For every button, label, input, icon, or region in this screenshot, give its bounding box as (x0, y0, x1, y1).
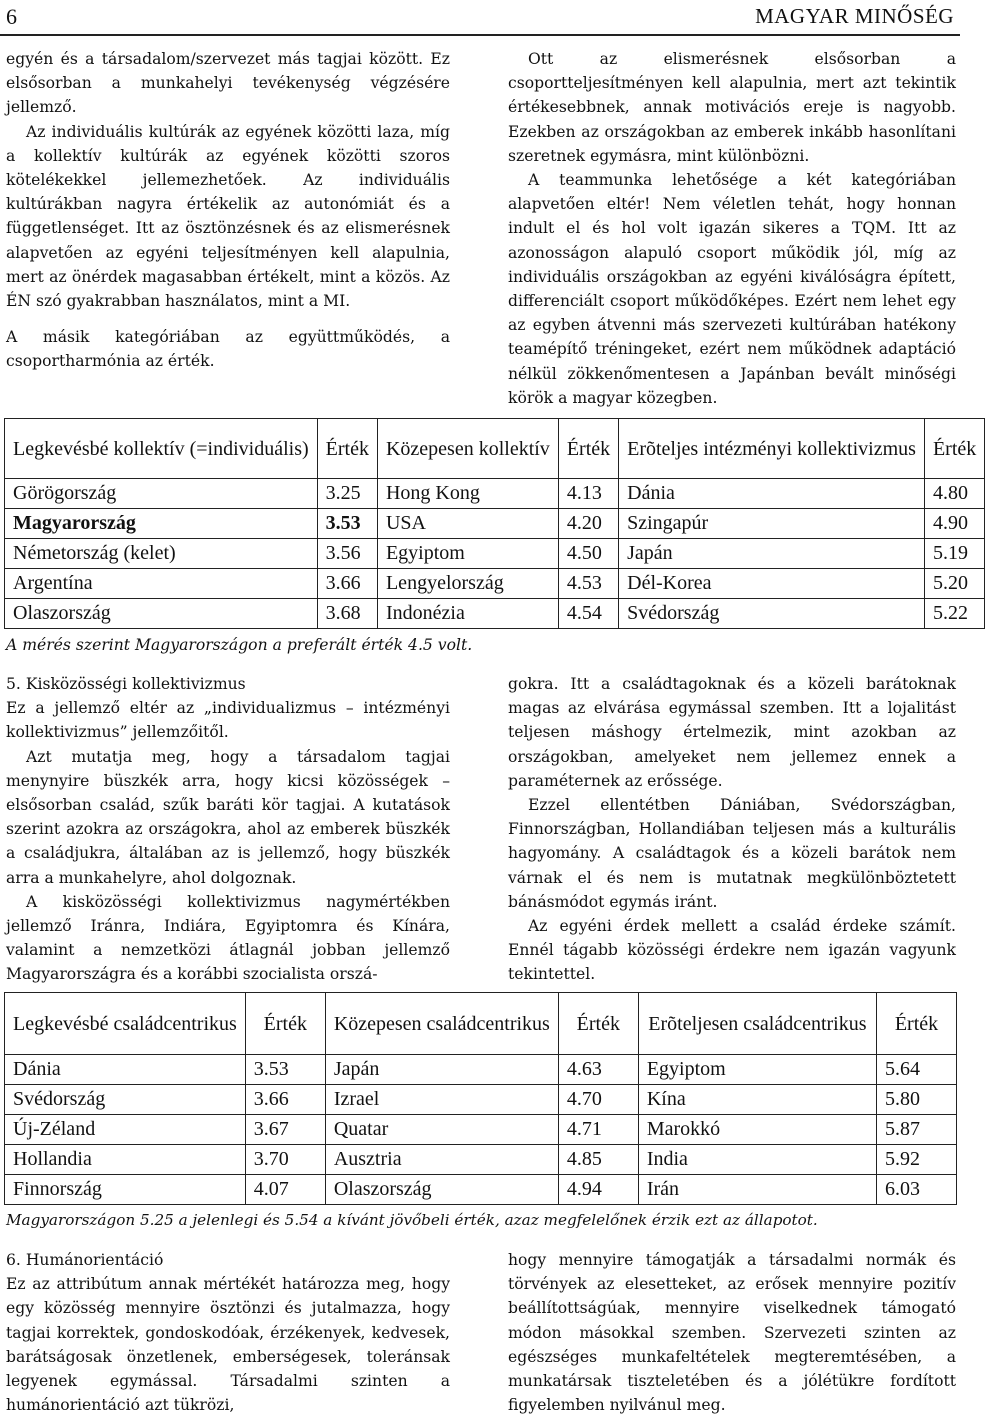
paragraph: Ott az elismerésnek elsősorban a csoportteljesítményen kell alapulnia, mert azt tekintik értékesebbnek, annak motivációs ereje is nagyobb. Ezekben az országokban az emberek inkább hasonlítani szeretnek egymásra, mint különbözni. (508, 50, 956, 165)
bottom-left-column (6, 1248, 450, 1417)
paragraph: Ez a jellemző eltér az „individualizmus – intézményi kollektivizmus” jellemzőitől. (6, 699, 450, 742)
table-cell: Finnország (5, 1175, 246, 1205)
table-cell: 3.56 (317, 539, 377, 569)
table-cell: Irán (638, 1175, 876, 1205)
table-cell: India (638, 1145, 876, 1175)
table-cell: Svédország (619, 599, 925, 629)
table-cell: Új-Zéland (5, 1115, 246, 1145)
table-cell: Ausztria (325, 1145, 558, 1175)
column-header: Érték (924, 419, 984, 479)
section-heading: 6. Humánorientáció (6, 1251, 164, 1269)
paragraph: A kisközösségi kollektivizmus nagymértékben jellemző Iránra, Indiára, Egyiptomra és Kínára, valamint a nemzetközi átlagnál jobban jellemző Magyarországra és a korábbi szocialista orszá- (6, 892, 450, 984)
column-header: Erõteljes intézményi kollektivizmus (619, 419, 925, 479)
table-cell: 3.66 (245, 1085, 325, 1115)
table-cell: Hong Kong (377, 479, 558, 509)
paragraph: A másik kategóriában az együttműködés, a csoportharmónia az érték. (6, 328, 450, 371)
mid-left-column (6, 672, 450, 987)
paragraph: Az egyéni érdek mellett a család érdeke számít. Ennél tágabb közösségi érdekre nem igazán vagyunk tekintettel. (508, 917, 956, 984)
paragraph: hogy mennyire támogatják a társadalmi normák és törvények az elesetteket, az erősek mennyire pozitív beállítottságúak, mennyire viselkednek támogató módon másokkal szemben. Szervezeti szinten az egészséges munkafeltételek megteremtésében, a munkatársak tiszteletében és a jólétükre fordított figyelemben nyilvánul meg. (508, 1251, 956, 1415)
column-header: Közepesen családcentrikus (325, 993, 558, 1055)
table-cell: 4.70 (558, 1085, 638, 1115)
table-row (5, 1085, 957, 1115)
table-cell: 3.53 (317, 509, 377, 539)
table-cell: Olaszország (5, 599, 318, 629)
table-cell: 3.66 (317, 569, 377, 599)
table-cell: Dél-Korea (619, 569, 925, 599)
table-cell: Egyiptom (377, 539, 558, 569)
table-cell: Kína (638, 1085, 876, 1115)
table-cell: 5.19 (924, 539, 984, 569)
table-cell: 4.50 (558, 539, 618, 569)
running-title: MAGYAR MINŐSÉG (755, 4, 954, 28)
table-cell: 4.53 (558, 569, 618, 599)
collectivism-table (4, 418, 985, 629)
paragraph: egyén és a társadalom/szervezet más tagjai között. Ez elsősorban a munkahelyi tevékenység végzésére jellemző. (6, 50, 450, 117)
table-cell: Svédország (5, 1085, 246, 1115)
table-cell: 3.67 (245, 1115, 325, 1145)
column-header: Érték (245, 993, 325, 1055)
table-cell: 6.03 (876, 1175, 956, 1205)
table-cell: Olaszország (325, 1175, 558, 1205)
table-header-row (5, 419, 985, 479)
table-cell: Marokkó (638, 1115, 876, 1145)
paragraph: Az individuális kultúrák az egyének közötti laza, míg a kollektív kultúrák az egyének közötti szoros kötelékekkel jellemezhetőek. Az individuális kultúrákban nagyra értékelik az autonómiát és a függetlenséget. Itt az ösztönzésnek és az elismerésnek alapvetően az egyéni teljesítményen kell alapulnia, mert az önérdek magasabban értékelt, mint a közös. Az ÉN szó gyakrabban használatos, mint a MI. (6, 122, 450, 311)
table-cell: 3.70 (245, 1145, 325, 1175)
table-cell: Japán (325, 1055, 558, 1085)
table-cell: 4.80 (924, 479, 984, 509)
section-heading: 5. Kisközösségi kollektivizmus (6, 675, 246, 693)
table-cell: Dánia (5, 1055, 246, 1085)
paragraph: A teammunka lehetősége a két kategóriában alapvetően eltér! Nem véletlen tehát, hogy honnan indult el és hol volt igazán sikeres a TQM. Itt az azonosságon alapuló csoport működik jól, míg az individuális országokban az egyéni kiválóságra épített, differenciált csoport működőképes. Ezért nem lehet egy az egyben átvenni más szervezeti kultúrában hatékony teamépítő tréningeket, ezért nem működnek adaptáció nélkül zökkenőmentesen a Japánban bevált minőségi körök a magyar közegben. (508, 171, 956, 407)
page-number: 6 (6, 4, 17, 29)
table-cell: Magyarország (5, 509, 318, 539)
table-cell: Argentína (5, 569, 318, 599)
table-cell: Japán (619, 539, 925, 569)
table-row (5, 569, 985, 599)
table-cell: 5.22 (924, 599, 984, 629)
table-cell: 4.20 (558, 509, 618, 539)
table-cell: Egyiptom (638, 1055, 876, 1085)
column-header: Érték (876, 993, 956, 1055)
table-cell: 4.71 (558, 1115, 638, 1145)
table-header-row (5, 993, 957, 1055)
table-cell: 5.20 (924, 569, 984, 599)
family-centric-table (4, 992, 957, 1205)
table-cell: 4.90 (924, 509, 984, 539)
table-cell: 5.92 (876, 1145, 956, 1175)
table-cell: Hollandia (5, 1145, 246, 1175)
table-cell: 4.13 (558, 479, 618, 509)
table-row (5, 1055, 957, 1085)
table-cell: 4.85 (558, 1145, 638, 1175)
table-cell: Görögország (5, 479, 318, 509)
table-cell: 4.63 (558, 1055, 638, 1085)
table-cell: Quatar (325, 1115, 558, 1145)
table-row (5, 479, 985, 509)
table-cell: Izrael (325, 1085, 558, 1115)
paragraph: gokra. Itt a családtagoknak és a közeli barátoknak magas az elvárása egymással szemben. Itt a lojalitást teljesen máshogy értelmezik, mint azokban az országokban, amelyeket nem jellemez ennek a paraméternek az erőssége. (508, 675, 956, 790)
table-row (5, 1115, 957, 1145)
mid-right-column (508, 672, 956, 987)
top-right-column (508, 47, 956, 410)
table-cell: Lengyelország (377, 569, 558, 599)
table-cell: 3.25 (317, 479, 377, 509)
table-cell: Szingapúr (619, 509, 925, 539)
table-row (5, 599, 985, 629)
paragraph: Ezzel ellentétben Dániában, Svédországban, Finnországban, Hollandiában teljesen más a kulturális hagyomány. A családtagok és a közeli barátok nem várnak el és nem is mutatnak megkülönböztetett bánásmódot egymás iránt. (508, 796, 956, 911)
page-header (0, 0, 960, 36)
table-cell: Németország (kelet) (5, 539, 318, 569)
column-header: Legkevésbé családcentrikus (5, 993, 246, 1055)
table-row (5, 539, 985, 569)
table-cell: 3.53 (245, 1055, 325, 1085)
column-header: Közepesen kollektív (377, 419, 558, 479)
table-row (5, 1145, 957, 1175)
table-cell: 5.64 (876, 1055, 956, 1085)
table-cell: 4.94 (558, 1175, 638, 1205)
paragraph: Ez az attribútum annak mértékét határozza meg, hogy egy közösség mennyire ösztönzi és jutalmazza, hogy tagjai korrektek, gondoskodóak, érzékenyek, kedvesek, barátságosak önzetlenek, emberségesek, toleránsak legyenek egymással. Társadalmi szinten a humánorientáció azt tükrözi, (6, 1275, 450, 1415)
table-cell: 4.54 (558, 599, 618, 629)
column-header: Erõteljesen családcentrikus (638, 993, 876, 1055)
table-cell: 5.80 (876, 1085, 956, 1115)
table-row-highlighted (5, 509, 985, 539)
column-header: Érték (558, 419, 618, 479)
top-left-column (6, 47, 450, 374)
table-cell: 5.87 (876, 1115, 956, 1145)
column-header: Legkevésbé kollektív (=individuális) (5, 419, 318, 479)
bottom-right-column (508, 1248, 956, 1417)
table-cell: 3.68 (317, 599, 377, 629)
table-caption: A mérés szerint Magyarországon a preferált érték 4.5 volt. (6, 636, 473, 654)
table-cell: USA (377, 509, 558, 539)
column-header: Érték (558, 993, 638, 1055)
table-cell: 4.07 (245, 1175, 325, 1205)
column-header: Érték (317, 419, 377, 479)
table-caption: Magyarországon 5.25 a jelenlegi és 5.54 a kívánt jövőbeli érték, azaz megfelelőnek érzik ezt az állapotot. (6, 1211, 818, 1229)
paragraph: Azt mutatja meg, hogy a társadalom tagjai menynyire büszkék arra, hogy kicsi közösségek – elsősorban család, szűk baráti kör tagjai. A kutatások szerint azokra az országokra, ahol az emberek büszkék a családjukra, általában az is jellemző, hogy büszkék arra a munkahelyre, ahol dolgoznak. (6, 747, 450, 887)
table-cell: Dánia (619, 479, 925, 509)
table-cell: Indonézia (377, 599, 558, 629)
table-row (5, 1175, 957, 1205)
